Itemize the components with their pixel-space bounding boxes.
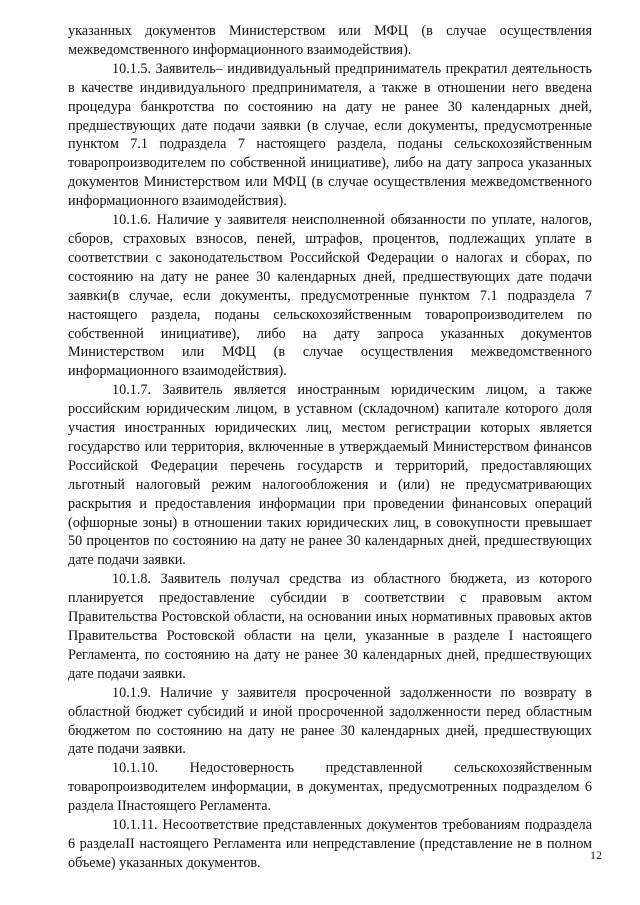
paragraph-10-1-8: 10.1.8. Заявитель получал средства из областного бюджета, из которого планируется предоставление субсидии в соответствии с правовым актом Правительства Ростовской области, на основании иных нормативных правовых актов Правительства Ростовской области на цели, указанные в разделе I настоящего Регламента, по состоянию на дату не ранее 30 календарных дней, предшествующих дате подачи заявки. <box>68 571 592 682</box>
paragraph-continuation: указанных документов Министерством или МФЦ (в случае осуществления межведомственного информационного взаимодействия). <box>68 23 592 58</box>
page-number: 12 <box>590 848 602 863</box>
paragraph-10-1-6: 10.1.6. Наличие у заявителя неисполненной обязанности по уплате, налогов, сборов, страховых взносов, пеней, штрафов, процентов, подлежащих уплате в соответствии с законодательством Российской Федерации о налогах и сборах, по состоянию на дату не ранее 30 календарных дней, предшествующих дате подачи заявки(в случае, если документы, предусмотренные пунктом 7.1 подраздела 7 настоящего раздела, поданы сельскохозяйственным товаропроизводителем по собственной инициативе), либо на дату запроса указанных документов Министерством или МФЦ (в случае осуществления межведомственного информационного взаимодействия). <box>68 212 592 380</box>
paragraph-10-1-10: 10.1.10. Недостоверность представленной сельскохозяйственным товаропроизводителем информации, в документах, предусмотренных подразделом 6 раздела IIнастоящего Регламента. <box>68 760 592 815</box>
paragraph-10-1-11: 10.1.11. Несоответствие представленных документов требованиям подраздела 6 разделаII настоящего Регламента или непредставление (представление не в полном объеме) указанных документов. <box>68 817 592 871</box>
paragraph-10-1-5: 10.1.5. Заявитель– индивидуальный предприниматель прекратил деятельность в качестве индивидуального предпринимателя, а также в отношении него введена процедура банкротства по состоянию на дату не ранее 30 календарных дней, предшествующих дате подачи заявки (в случае, если документы, предусмотренные пунктом 7.1 подраздела 7 настоящего раздела, поданы сельскохозяйственным товаропроизводителем по собственной инициативе), либо на дату запроса указанных документов Министерством или МФЦ (в случае осуществления межведомственного информационного взаимодействия). <box>68 60 592 210</box>
paragraph-10-1-7: 10.1.7. Заявитель является иностранным юридическим лицом, а также российским юридическим лицом, в уставном (складочном) капитале которого доля участия иностранных юридических лиц, местом регистрации которых является государство или территория, включенные в утверждаемый Министерством финансов Российской Федерации перечень государств и территорий, предоставляющих льготный налоговый режим налогообложения и (или) не предусматривающих раскрытия и предоставления информации при проведении финансовых операций (офшорные зоны) в отношении таких юридических лиц, в совокупности превышает 50 процентов по состоянию на дату не ранее 30 календарных дней, предшествующих дате подачи заявки. <box>68 382 592 569</box>
paragraph-10-1-9: 10.1.9. Наличие у заявителя просроченной задолженности по возврату в областной бюджет субсидий и иной просроченной задолженности перед областным бюджетом по состоянию на дату не ранее 30 календарных дней, предшествующих дате подачи заявки. <box>68 684 592 758</box>
